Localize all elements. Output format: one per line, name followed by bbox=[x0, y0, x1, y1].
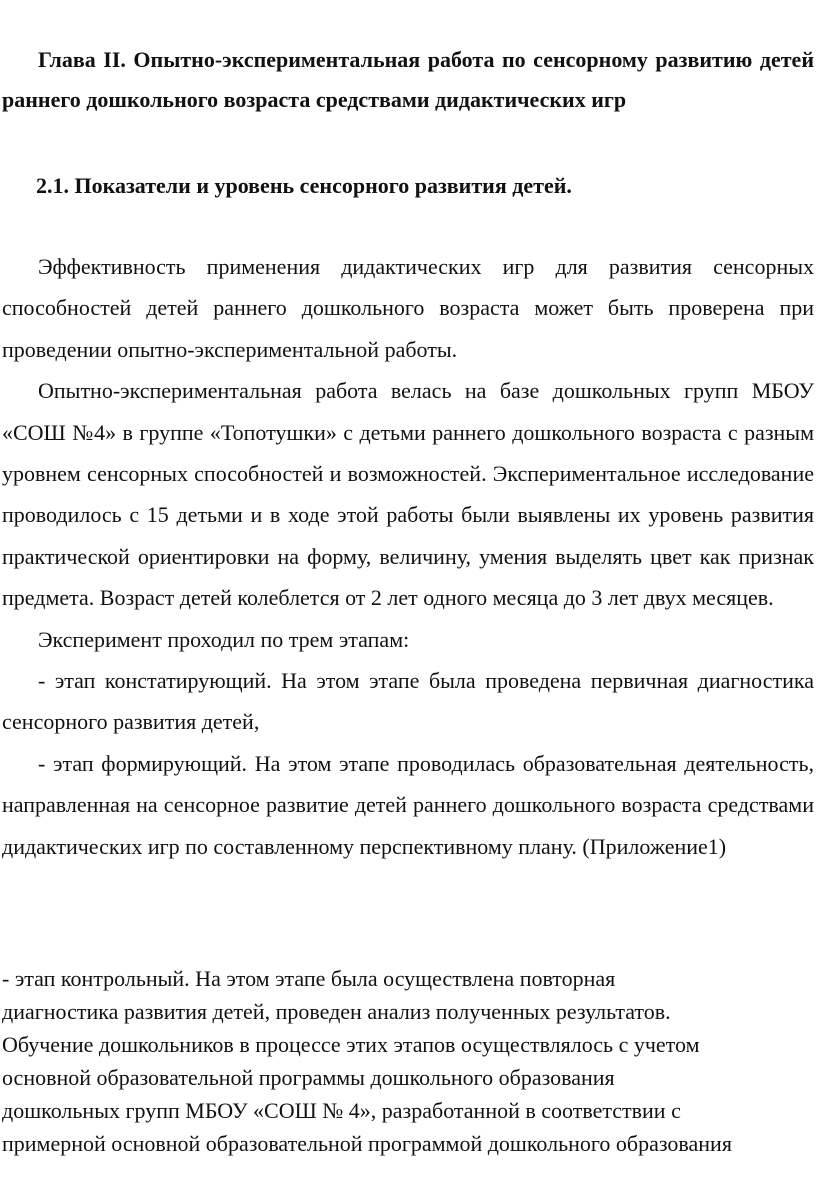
chapter-title: Глава II. Опытно-экспериментальная работа по сенсорному развитию детей раннего дошкольного возраста средствами дидактических игр bbox=[2, 47, 814, 112]
paragraph: Опытно-экспериментальная работа велась на базе дошкольных групп МБОУ «СОШ №4» в группе «Топотушки» с детьми раннего дошкольного возраста с разным уровнем сенсорных способностей и возможностей. Экспериментальное исследование проводилось с 15 детьми и в ходе этой работы были выявлены их уровень развития практической ориентировки на форму, величину, умения выделять цвет как признак предмета. Возраст детей колеблется от 2 лет одного месяца до 3 лет двух месяцев. bbox=[2, 378, 814, 611]
paragraph: Эффективность применения дидактических игр для развития сенсорных способностей детей раннего дошкольного возраста может быть проверена при проведении опытно-экспериментальной работы. bbox=[2, 254, 814, 362]
text-line: дошкольных групп МБОУ «СОШ № 4», разработанной в соответствии с bbox=[2, 1098, 681, 1123]
text-line: диагностика развития детей, проведен анализ полученных результатов. bbox=[2, 999, 671, 1024]
paragraph: Эксперимент проходил по трем этапам: bbox=[38, 626, 410, 652]
list-item-stage: - этап констатирующий. На этом этапе была проведена первичная диагностика сенсорного развития детей, bbox=[2, 668, 814, 735]
body-text bbox=[2, 246, 814, 867]
text-line: основной образовательной программы дошкольного образования bbox=[2, 1065, 615, 1090]
text-line: примерной основной образовательной программой дошкольного образования bbox=[2, 1131, 732, 1156]
text-line: Обучение дошкольников в процессе этих этапов осуществлялось с учетом bbox=[2, 1032, 700, 1057]
text-line: - этап контрольный. На этом этапе была осуществлена повторная bbox=[2, 966, 616, 991]
section-title: 2.1. Показатели и уровень сенсорного развития детей. bbox=[36, 173, 572, 198]
unjustified-text-block bbox=[2, 962, 814, 1160]
list-item-stage: - этап формирующий. На этом этапе проводилась образовательная деятельность, направленная на сенсорное развитие детей раннего дошкольного возраста средствами дидактических игр по составленному перспективному плану. (Приложение1) bbox=[2, 750, 814, 859]
